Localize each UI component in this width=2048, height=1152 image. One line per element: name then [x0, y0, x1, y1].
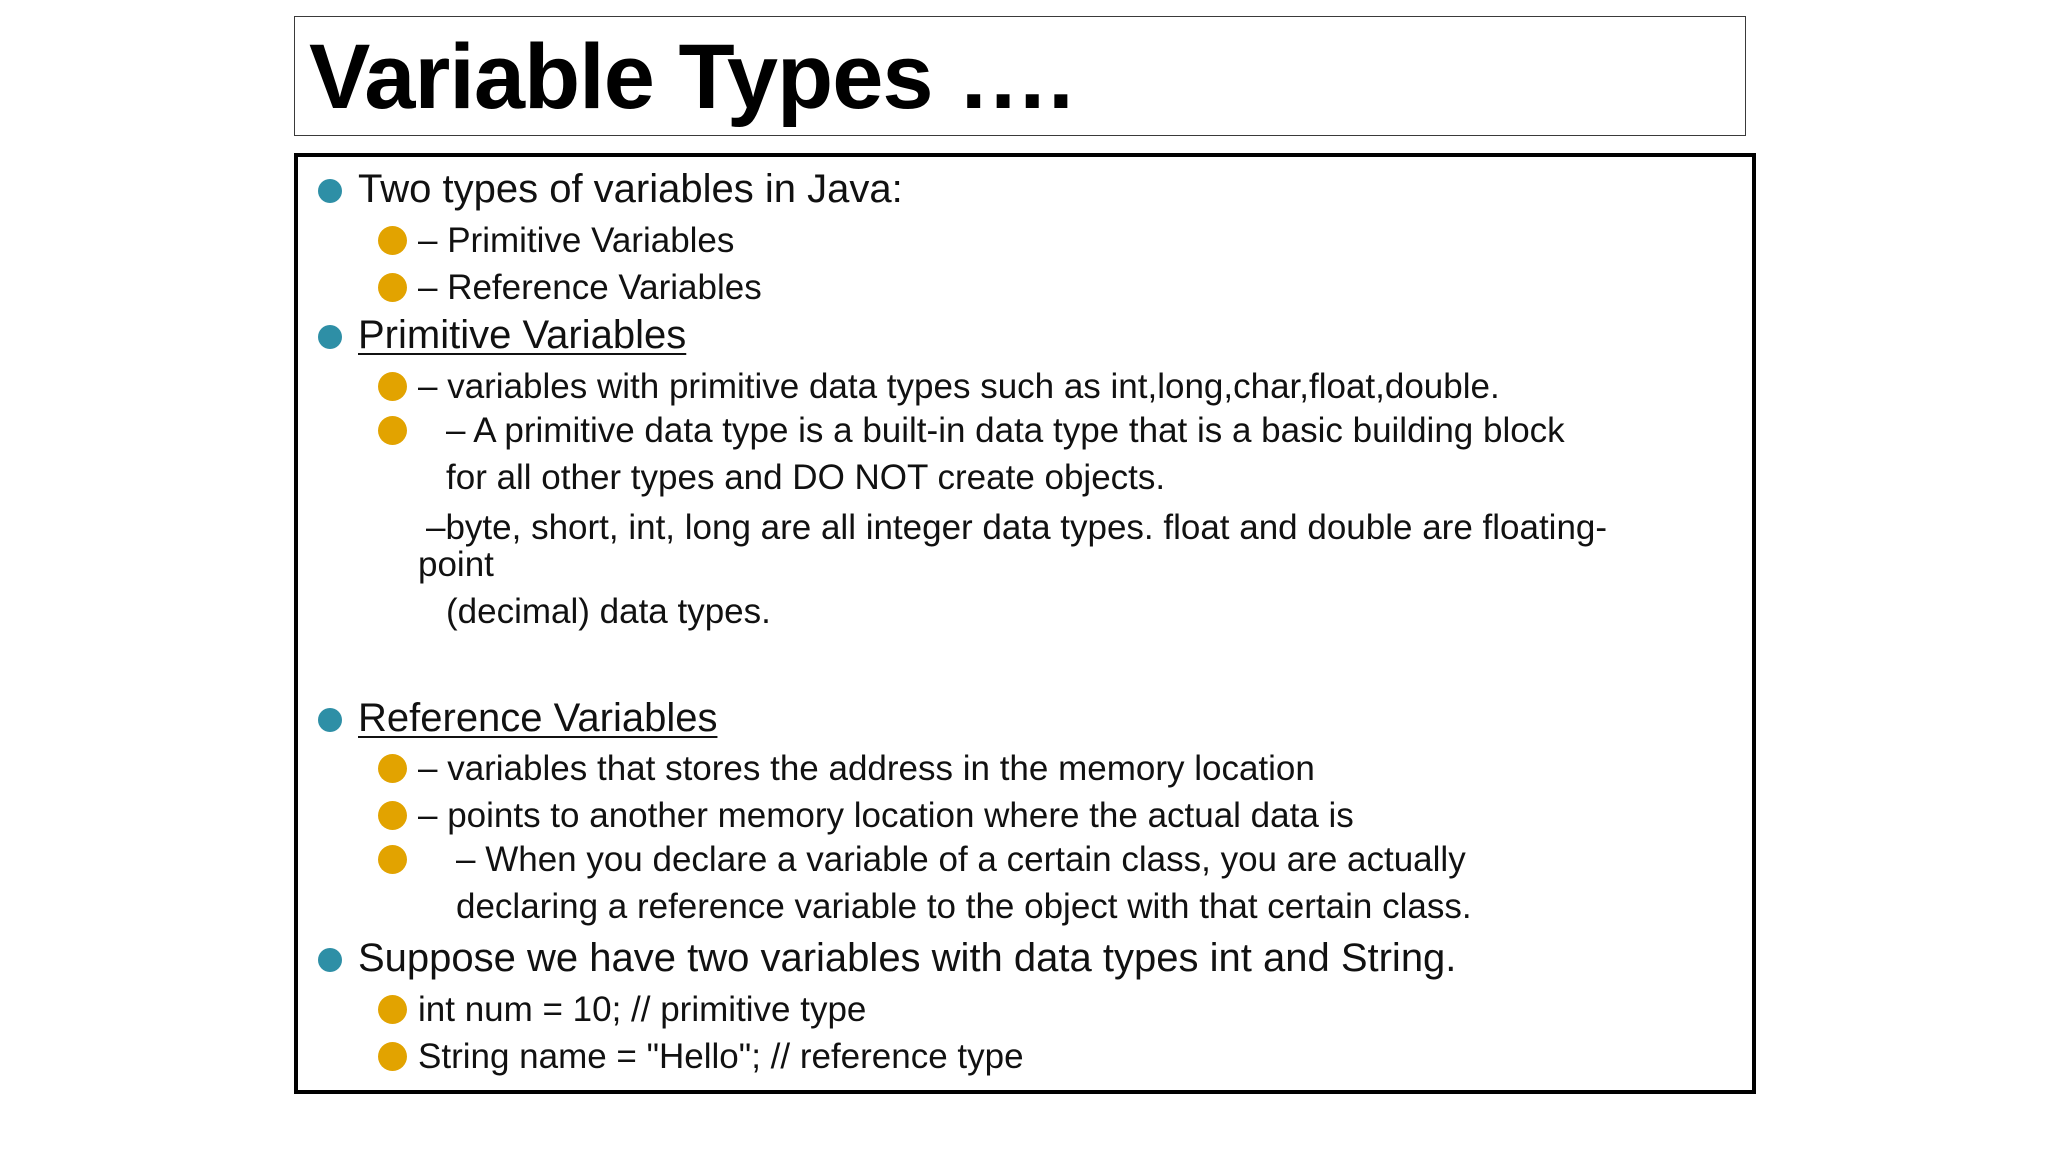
- gold-bullet-icon: [378, 754, 407, 783]
- gold-bullet-icon: [378, 801, 407, 830]
- note-text: –byte, short, int, long are all integer data types. float and double are floating-: [426, 508, 1608, 547]
- gold-bullet-icon: [378, 226, 407, 255]
- note-text: (decimal) data types.: [446, 592, 771, 631]
- bullet-text-continuation: declaring a reference variable to the object with that certain class.: [456, 887, 1472, 926]
- bullet-heading: Primitive Variables: [358, 313, 687, 357]
- bullet-heading: Suppose we have two variables with data types int and String.: [358, 936, 1457, 980]
- slide-content-box: [294, 153, 1756, 1094]
- teal-bullet-icon: [318, 179, 342, 203]
- bullet-text-continuation: for all other types and DO NOT create objects.: [446, 458, 1166, 497]
- bullet-text: – points to another memory location where the actual data is: [418, 796, 1354, 835]
- slide-title: Variable Types ….: [309, 26, 1073, 128]
- bullet-text: – variables with primitive data types such as int,long,char,float,double.: [418, 367, 1500, 406]
- bullet-text: String name = "Hello"; // reference type: [418, 1037, 1024, 1076]
- bullet-heading: Reference Variables: [358, 696, 718, 740]
- gold-bullet-icon: [378, 845, 407, 874]
- bullet-text: – Primitive Variables: [418, 221, 735, 260]
- bullet-text: – Reference Variables: [418, 268, 762, 307]
- teal-bullet-icon: [318, 948, 342, 972]
- gold-bullet-icon: [378, 416, 407, 445]
- teal-bullet-icon: [318, 708, 342, 732]
- gold-bullet-icon: [378, 995, 407, 1024]
- slide-title-box: [294, 16, 1746, 136]
- gold-bullet-icon: [378, 372, 407, 401]
- bullet-heading: Two types of variables in Java:: [358, 167, 903, 211]
- bullet-text: int num = 10; // primitive type: [418, 990, 867, 1029]
- gold-bullet-icon: [378, 273, 407, 302]
- note-text: point: [418, 545, 494, 584]
- bullet-text: – variables that stores the address in the memory location: [418, 749, 1315, 788]
- teal-bullet-icon: [318, 325, 342, 349]
- gold-bullet-icon: [378, 1042, 407, 1071]
- bullet-text: – When you declare a variable of a certain class, you are actually: [456, 840, 1466, 879]
- bullet-text: – A primitive data type is a built-in data type that is a basic building block: [446, 411, 1565, 450]
